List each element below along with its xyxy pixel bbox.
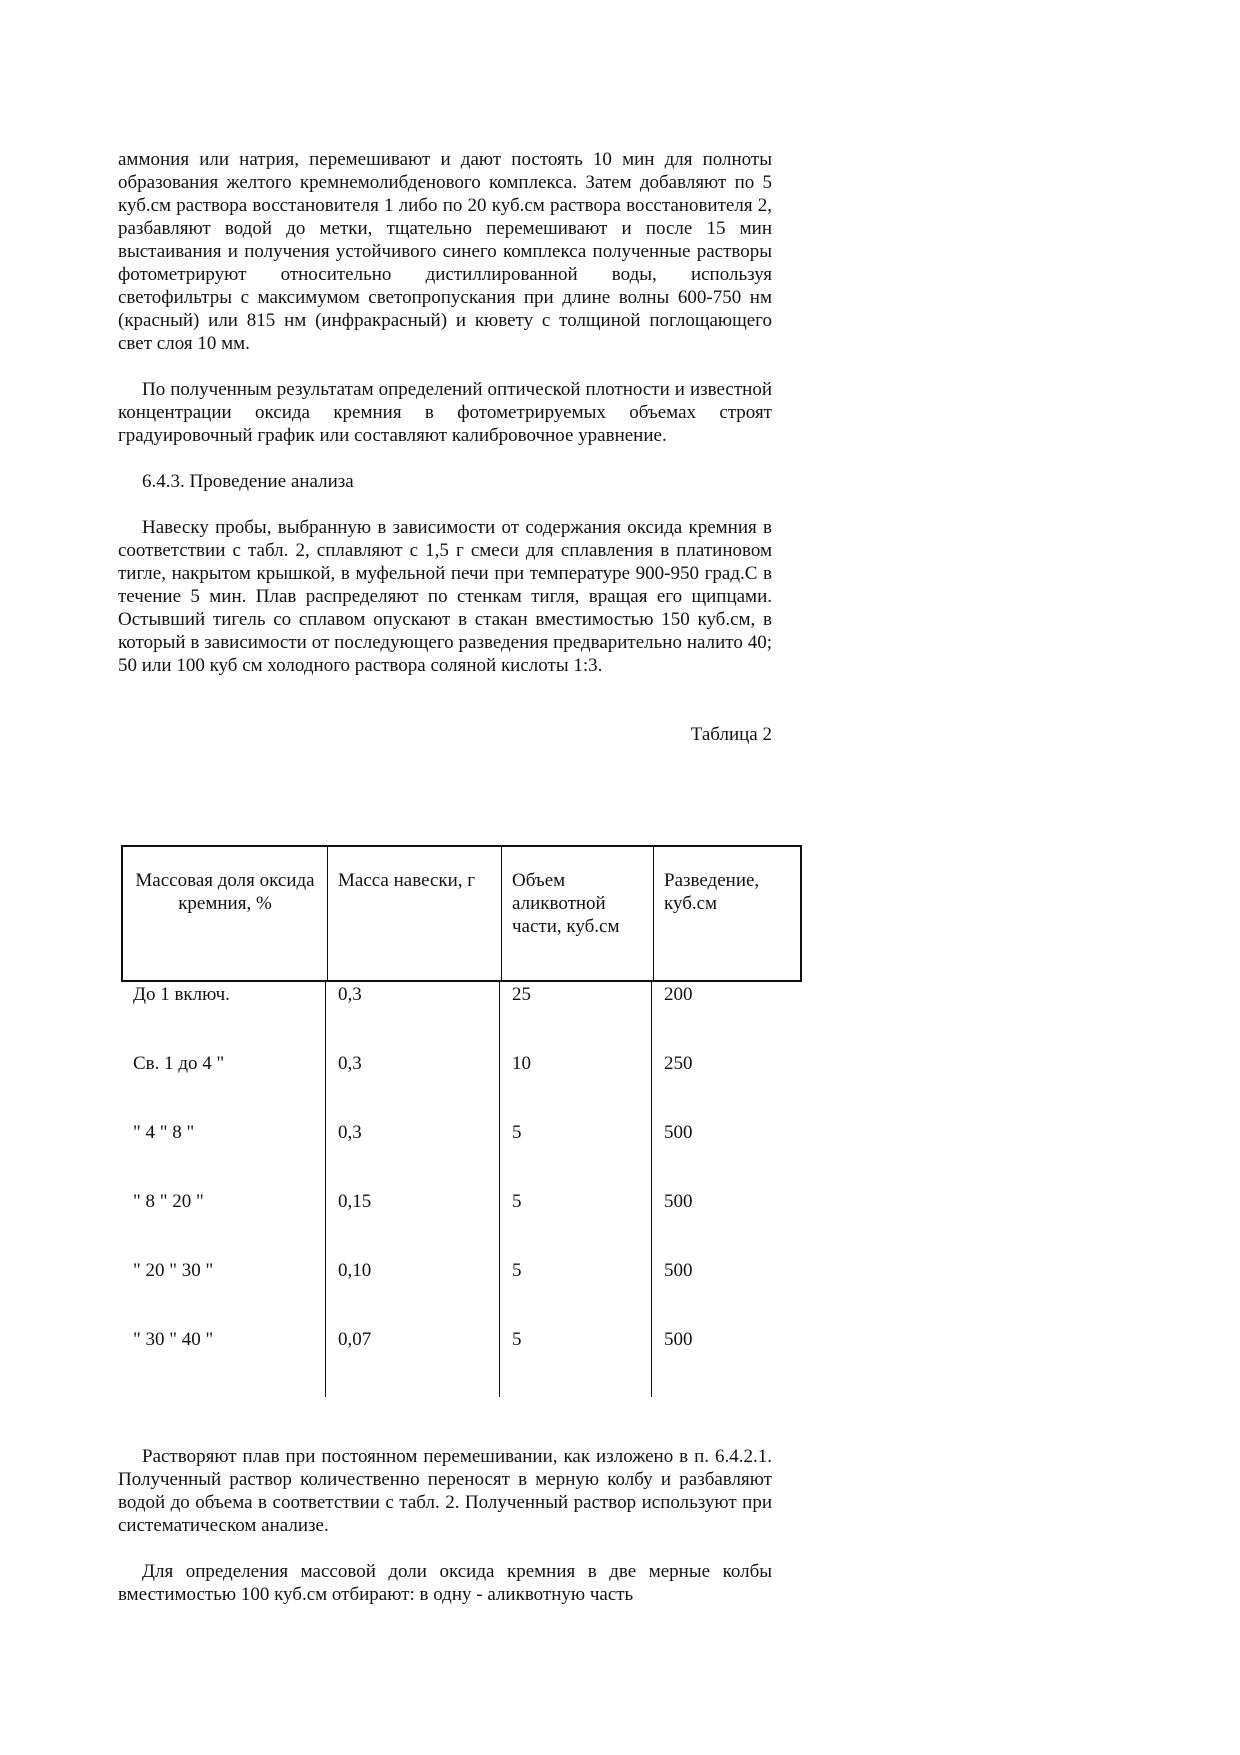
table-cell: 200: [664, 984, 693, 1005]
table-cell: 500: [664, 1122, 693, 1143]
column-aliquot-volume: [500, 982, 652, 1397]
section-heading: 6.4.3. Проведение анализа: [142, 471, 354, 492]
table-cell: 500: [664, 1191, 693, 1212]
table-cell: 250: [664, 1053, 693, 1074]
header-sample-mass: Масса навески, г: [328, 847, 502, 980]
document-page: [118, 148, 772, 746]
table-cell: 5: [512, 1122, 522, 1143]
paragraph-silica-determination: Для определения массовой доли оксида кремния в две мерные колбы вместимостью 100 куб.см отбирают: в одну - аликвотную часть: [118, 1561, 772, 1605]
table-cell: 25: [512, 984, 531, 1005]
table-cell: 0,3: [338, 1053, 362, 1074]
document-page-continued: [118, 1445, 772, 1606]
header-silica-fraction: Массовая доля оксида кремния, %: [123, 847, 328, 980]
table-cell: 5: [512, 1191, 522, 1212]
table-cell: 0,07: [338, 1329, 372, 1350]
table-cell: 500: [664, 1260, 693, 1281]
paragraph-dissolve: Растворяют плав при постоянном перемешивании, как изложено в п. 6.4.2.1. Полученный раствор количественно переносят в мерную колбу и разбавляют водой до объема в соответствии с табл. 2. Полученный раствор используют при систематическом анализе.: [118, 1446, 772, 1536]
table-cell: 5: [512, 1329, 522, 1350]
paragraph-calibration: По полученным результатам определений оптической плотности и известной концентрации оксида кремния в фотометрируемых объемах строят градуировочный график или составляют калибровочное уравнение.: [118, 379, 772, 446]
paragraph-photometry: аммония или натрия, перемешивают и дают постоять 10 мин для полноты образования желтого кремнемолибденового комплекса. Затем добавляют по 5 куб.см раствора восстановителя 1 либо по 20 куб.см раствора восстановителя 2, разбавляют водой до метки, тщательно перемешивают и после 15 мин выстаивания и получения устойчивого синего комплекса полученные растворы фотометрируют относительно дистиллированной воды, используя светофильтры с максимумом светопропускания при длине волны 600-750 нм (красный) или 815 нм (инфракрасный) и кювету с толщиной поглощающего свет слоя 10 мм.: [118, 149, 772, 354]
table-cell: 5: [512, 1260, 522, 1281]
table-cell: 10: [512, 1053, 531, 1074]
column-sample-mass: [326, 982, 500, 1397]
paragraph-analysis: Навеску пробы, выбранную в зависимости от содержания оксида кремния в соответствии с табл. 2, сплавляют с 1,5 г смеси для сплавления в платиновом тигле, накрытом крышкой, в муфельной печи при температуре 900-950 град.С в течение 5 мин. Плав распределяют по стенкам тигля, вращая его щипцами. Остывший тигель со сплавом опускают в стакан вместимостью 150 куб.см, в который в зависимости от последующего разведения предварительно налито 40; 50 или 100 куб см холодного раствора соляной кислоты 1:3.: [118, 517, 772, 676]
table-cell: " 8 " 20 ": [133, 1191, 204, 1212]
table-cell: Св. 1 до 4 ": [133, 1053, 225, 1074]
table-cell: До 1 включ.: [133, 984, 230, 1005]
table-cell: 0,15: [338, 1191, 372, 1212]
table-cell: " 30 " 40 ": [133, 1329, 214, 1350]
table-header: [121, 845, 802, 982]
table-cell: 0,3: [338, 1122, 362, 1143]
table-cell: 0,10: [338, 1260, 372, 1281]
table-cell: " 20 " 30 ": [133, 1260, 214, 1281]
table-cell: " 4 " 8 ": [133, 1122, 195, 1143]
table-caption: Таблица 2: [690, 724, 772, 745]
table-cell: 0,3: [338, 984, 362, 1005]
header-aliquot-volume: Объем аликвотной части, куб.см: [502, 847, 654, 980]
table-2: [121, 845, 802, 1397]
table-cell: 500: [664, 1329, 693, 1350]
column-dilution: [652, 982, 802, 1397]
header-dilution: Разведение, куб.см: [664, 870, 760, 914]
table-body: [121, 982, 802, 1397]
column-silica-fraction: [121, 982, 326, 1397]
